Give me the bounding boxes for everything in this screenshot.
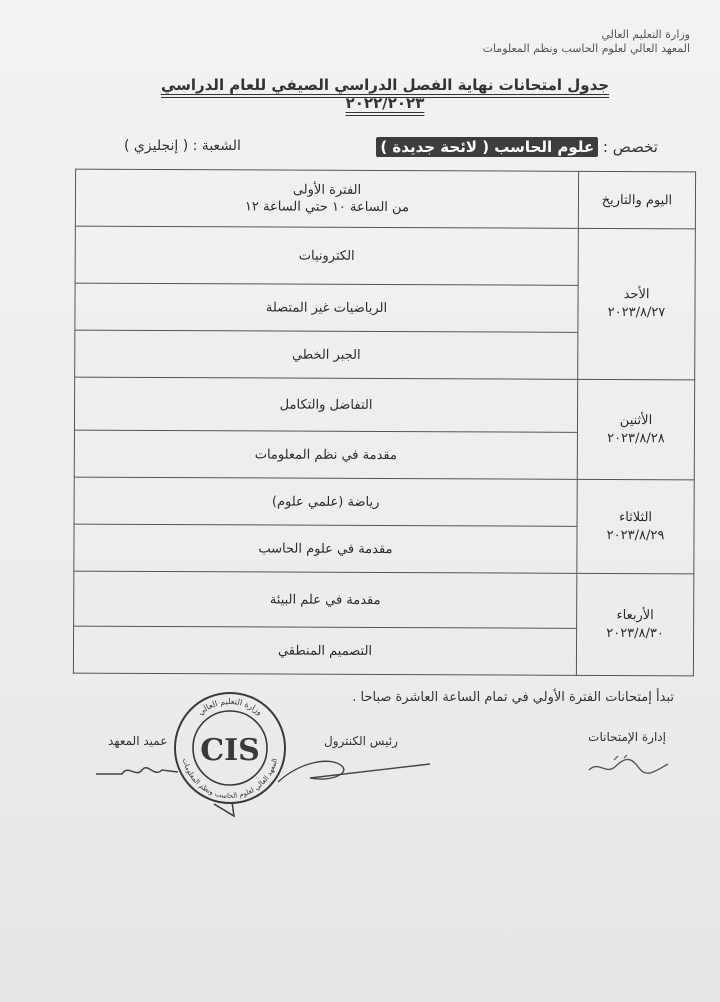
day-cell bbox=[577, 479, 694, 574]
exams-admin-signature bbox=[584, 752, 674, 782]
document-title: جدول امتحانات نهاية الفصل الدراسي الصيفي للعام الدراسي ٢٠٢٢/٢٠٢٣ bbox=[160, 76, 610, 112]
subject-cell: رياضة (علمي علوم) bbox=[74, 477, 577, 526]
day-cell bbox=[577, 379, 694, 480]
table-row bbox=[74, 377, 694, 433]
specialization-value: علوم الحاسب ( لائحة جديدة ) bbox=[376, 137, 598, 157]
period-header bbox=[75, 169, 578, 228]
ministry-header bbox=[483, 28, 690, 56]
subject-cell: التصميم المنطقي bbox=[73, 626, 576, 675]
institute-stamp bbox=[172, 688, 288, 828]
stamp-logo: CIS bbox=[200, 733, 260, 768]
day-name: الأثنين bbox=[619, 412, 653, 428]
table-row bbox=[74, 477, 694, 527]
day-cell bbox=[576, 573, 693, 676]
subject-cell: مقدمة في علم البيئة bbox=[74, 571, 577, 628]
svg-text:وزارة التعليم العالي bbox=[196, 697, 264, 717]
exam-start-note: تبدأ إمتحانات الفترة الأولي في تمام الساعة العاشرة صباحا . bbox=[352, 690, 674, 705]
subject-cell: الكترونيات bbox=[75, 226, 578, 285]
table-header-row bbox=[75, 169, 695, 229]
exam-schedule-table bbox=[73, 169, 696, 677]
control-head-signature bbox=[270, 752, 440, 792]
stamp-ring-bottom: المعهد العالي لعلوم الحاسب ونظم المعلومات bbox=[180, 757, 280, 801]
subject-cell: الرياضيات غير المتصلة bbox=[75, 283, 578, 332]
specialization bbox=[376, 138, 658, 156]
dean-signature bbox=[92, 756, 182, 786]
period-time: من الساعة ١٠ حتي الساعة ١٢ bbox=[244, 199, 409, 216]
institute-name: المعهد العالي لعلوم الحاسب ونظم المعلومات bbox=[482, 42, 690, 55]
subject-cell: مقدمة في علوم الحاسب bbox=[74, 524, 577, 573]
stamp-ring-top: وزارة التعليم العالي bbox=[196, 696, 264, 717]
subject-cell: الجبر الخطي bbox=[75, 330, 578, 379]
day-date-header: اليوم والتاريخ bbox=[578, 171, 695, 229]
branch-label: الشعبة : ( إنجليزي ) bbox=[124, 138, 241, 154]
day-name: الثلاثاء bbox=[619, 509, 653, 525]
day-date: ٢٠٢٣/٨/٢٧ bbox=[607, 304, 666, 321]
day-date: ٢٠٢٣/٨/٢٨ bbox=[607, 430, 665, 446]
subject-cell: مقدمة في نظم المعلومات bbox=[74, 430, 577, 479]
day-date: ٢٠٢٣/٨/٢٩ bbox=[606, 527, 665, 543]
day-name: الأحد bbox=[623, 287, 650, 303]
day-name: الأربعاء bbox=[616, 607, 654, 623]
subject-cell: التفاضل والتكامل bbox=[74, 377, 577, 432]
dean-label: عميد المعهد bbox=[108, 734, 168, 748]
table-row bbox=[75, 226, 695, 286]
period-title: الفترة الأولى bbox=[292, 182, 362, 198]
day-date: ٢٠٢٣/٨/٣٠ bbox=[606, 625, 664, 641]
ministry-name: وزارة التعليم العالي bbox=[601, 28, 690, 41]
exams-admin-label: إدارة الإمتحانات bbox=[588, 730, 666, 744]
day-cell bbox=[578, 228, 696, 380]
specialization-label: تخصص : bbox=[602, 138, 658, 156]
control-head-label: رئيس الكنترول bbox=[324, 734, 398, 748]
table-row bbox=[74, 571, 694, 629]
